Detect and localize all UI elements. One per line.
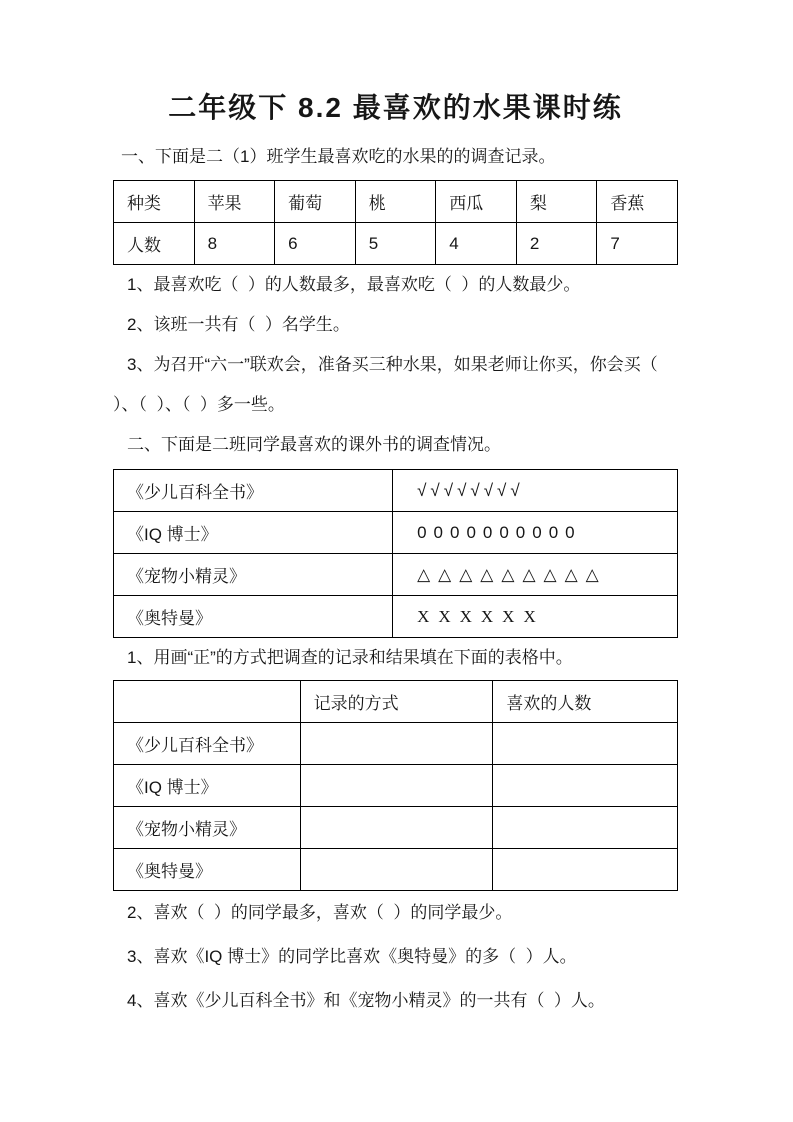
- tally-record-blank-cell: [300, 849, 493, 891]
- tally-header-record-cell: 记录的方式: [300, 681, 493, 723]
- fruit-count-cell: 2: [516, 223, 597, 265]
- page-title: 二年级下 8.2 最喜欢的水果课时练: [168, 92, 623, 123]
- tally-count-blank-cell: [493, 849, 678, 891]
- fruit-count-cell: 4: [436, 223, 517, 265]
- section2-question-2: 2、喜欢（ ）的同学最多，喜欢（ ）的同学最少。: [127, 903, 513, 922]
- tally-record-blank-cell: [300, 765, 493, 807]
- fruit-survey-table: [113, 180, 678, 265]
- tally-header-count-cell: 喜欢的人数: [493, 681, 678, 723]
- section2-question-4: 4、喜欢《少儿百科全书》和《宠物小精灵》的一共有（ ）人。: [127, 991, 605, 1010]
- section1-question-1: 1、最喜欢吃（ ）的人数最多，最喜欢吃（ ）的人数最少。: [127, 275, 581, 294]
- fruit-kind-cell: 桃: [355, 181, 436, 223]
- book-survey-row: [114, 470, 678, 512]
- fruit-kind-header-cell: 种类: [114, 181, 195, 223]
- zero-mark-tally-cell: 0000000000: [393, 512, 678, 554]
- tally-record-blank-cell: [300, 723, 493, 765]
- check-mark-tally-cell: √√√√√√√√: [393, 470, 678, 512]
- section2-question-1: 1、用画“正”的方式把调查的记录和结果填在下面的表格中。: [127, 648, 573, 667]
- tally-header-empty-cell: [114, 681, 301, 723]
- fruit-kind-cell: 苹果: [194, 181, 275, 223]
- tally-book-label-cell: 《少儿百科全书》: [114, 723, 301, 765]
- book-survey-row: [114, 512, 678, 554]
- fruit-kind-row: [114, 181, 678, 223]
- section1-question-3: 3、为召开“六一”联欢会，准备买三种水果，如果老师让你买，你会买（ ）、（ ）、（ ）多一些。: [113, 355, 668, 414]
- tally-row: [114, 765, 678, 807]
- tally-row: [114, 807, 678, 849]
- tally-count-blank-cell: [493, 765, 678, 807]
- fruit-count-cell: 7: [597, 223, 678, 265]
- tally-count-blank-cell: [493, 807, 678, 849]
- fruit-kind-cell: 香蕉: [597, 181, 678, 223]
- section2-intro: 二、下面是二班同学最喜欢的课外书的调查情况。: [127, 435, 501, 454]
- fruit-count-cell: 8: [194, 223, 275, 265]
- x-mark-tally-cell: XXXXXX: [393, 596, 678, 638]
- book-survey-row: [114, 596, 678, 638]
- fruit-count-cell: 6: [275, 223, 356, 265]
- book-survey-row: [114, 554, 678, 596]
- tally-count-blank-cell: [493, 723, 678, 765]
- fruit-kind-cell: 梨: [516, 181, 597, 223]
- tally-record-blank-cell: [300, 807, 493, 849]
- book-title-cell: 《宠物小精灵》: [114, 554, 393, 596]
- tally-row: [114, 723, 678, 765]
- fruit-kind-cell: 西瓜: [436, 181, 517, 223]
- section1-question-2: 2、该班一共有（ ）名学生。: [127, 315, 350, 334]
- book-survey-table: [113, 469, 678, 638]
- triangle-mark-tally-cell: △△△△△△△△△: [393, 554, 678, 596]
- book-title-cell: 《IQ 博士》: [114, 512, 393, 554]
- fruit-count-header-cell: 人数: [114, 223, 195, 265]
- fruit-kind-cell: 葡萄: [275, 181, 356, 223]
- section2-question-3: 3、喜欢《IQ 博士》的同学比喜欢《奥特曼》的多（ ）人。: [127, 947, 577, 966]
- tally-book-label-cell: 《IQ 博士》: [114, 765, 301, 807]
- tally-book-label-cell: 《奥特曼》: [114, 849, 301, 891]
- book-title-cell: 《少儿百科全书》: [114, 470, 393, 512]
- book-title-cell: 《奥特曼》: [114, 596, 393, 638]
- tally-result-table: [113, 680, 678, 891]
- fruit-count-row: [114, 223, 678, 265]
- tally-book-label-cell: 《宠物小精灵》: [114, 807, 301, 849]
- tally-header-row: [114, 681, 678, 723]
- fruit-count-cell: 5: [355, 223, 436, 265]
- section1-intro: 一、下面是二（1）班学生最喜欢吃的水果的的调查记录。: [121, 147, 556, 166]
- tally-row: [114, 849, 678, 891]
